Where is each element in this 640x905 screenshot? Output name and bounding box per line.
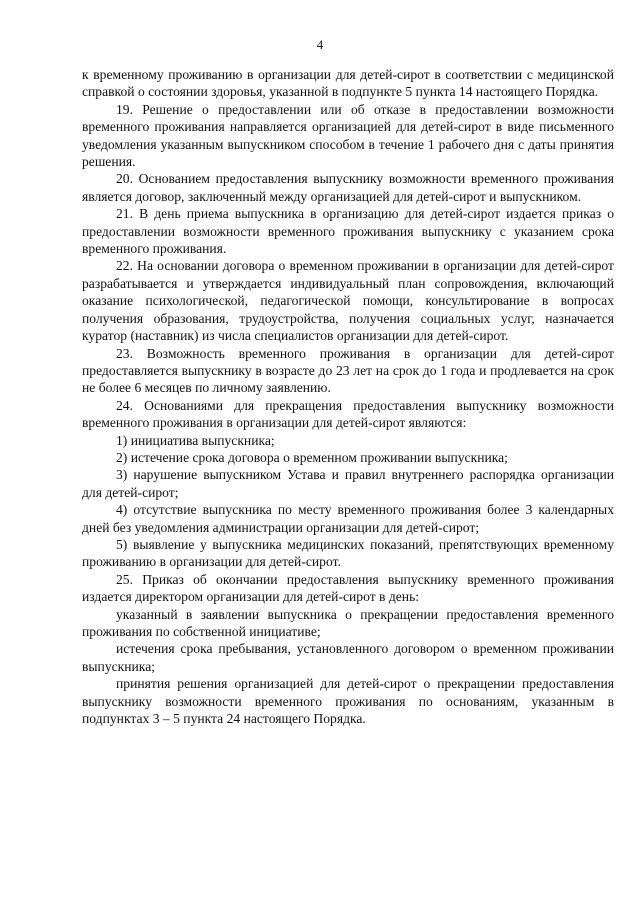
paragraph: 5) выявление у выпускника медицинских показаний, препятствующих временному проживанию в организации для детей-сирот. [82, 536, 614, 570]
paragraph: 25. Приказ об окончании предоставления выпускнику временного проживания издается директором организации для детей-сирот в день: [82, 571, 614, 605]
paragraph: 4) отсутствие выпускника по месту временного проживания более 3 календарных дней без уведомления администрации организации для детей-сирот; [82, 502, 614, 535]
paragraph: 21. В день приема выпускника в организацию для детей-сирот издается приказ о предоставлении возможности временного проживания выпускнику с указанием срока временного проживания. [82, 206, 614, 257]
paragraph: принятия решения организацией для детей-сирот о прекращении предоставления выпускнику возможности временного проживания по основаниям, указанным в подпунктах 3 – 5 пункта 24 настоящего Порядка. [82, 676, 614, 727]
paragraph: 24. Основаниями для прекращения предоставления выпускнику возможности временного проживания в организации для детей-сирот являются: [82, 397, 614, 431]
paragraph: 3) нарушение выпускником Устава и правил внутреннего распорядка организации для детей-сирот; [82, 467, 614, 500]
paragraph: 2) истечение срока договора о временном проживании выпускника; [116, 449, 508, 465]
paragraph: к временному проживанию в организации для детей-сирот в соответствии с медицинской справкой о состоянии здоровья, указанной в подпункте 5 пункта 14 настоящего Порядка. [82, 67, 614, 100]
paragraph: истечения срока пребывания, установленного договором о временном проживании выпускника; [82, 641, 614, 674]
page-number: 4 [316, 37, 324, 52]
paragraph: указанный в заявлении выпускника о прекращении предоставления временного проживания по собственной инициативе; [82, 606, 614, 639]
paragraph: 23. Возможность временного проживания в организации для детей-сирот предоставляется выпускнику в возрасте до 23 лет на срок до 1 года и продлевается на срок не более 6 месяцев по личному заявлению. [82, 345, 614, 396]
paragraph: 19. Решение о предоставлении или об отказе в предоставлении возможности временного проживания направляется организацией для детей-сирот в виде письменного уведомления указанным выпускником способом в течение 1 рабочего дня с даты принятия решения. [82, 101, 614, 170]
paragraph: 22. На основании договора о временном проживании в организации для детей-сирот разрабатывается и утверждается индивидуальный план сопровождения, включающий оказание психологической, педагогической помощи, консультирование в вопросах получения образования, трудоустройства, получения социальных услуг, назначается куратор (наставник) из числа специалистов организации для детей-сирот. [82, 258, 614, 344]
document-body [82, 66, 614, 727]
paragraph: 20. Основанием предоставления выпускнику возможности временного проживания является договор, заключенный между организацией для детей-сирот и выпускником. [82, 171, 614, 204]
paragraph: 1) инициатива выпускника; [116, 432, 275, 448]
